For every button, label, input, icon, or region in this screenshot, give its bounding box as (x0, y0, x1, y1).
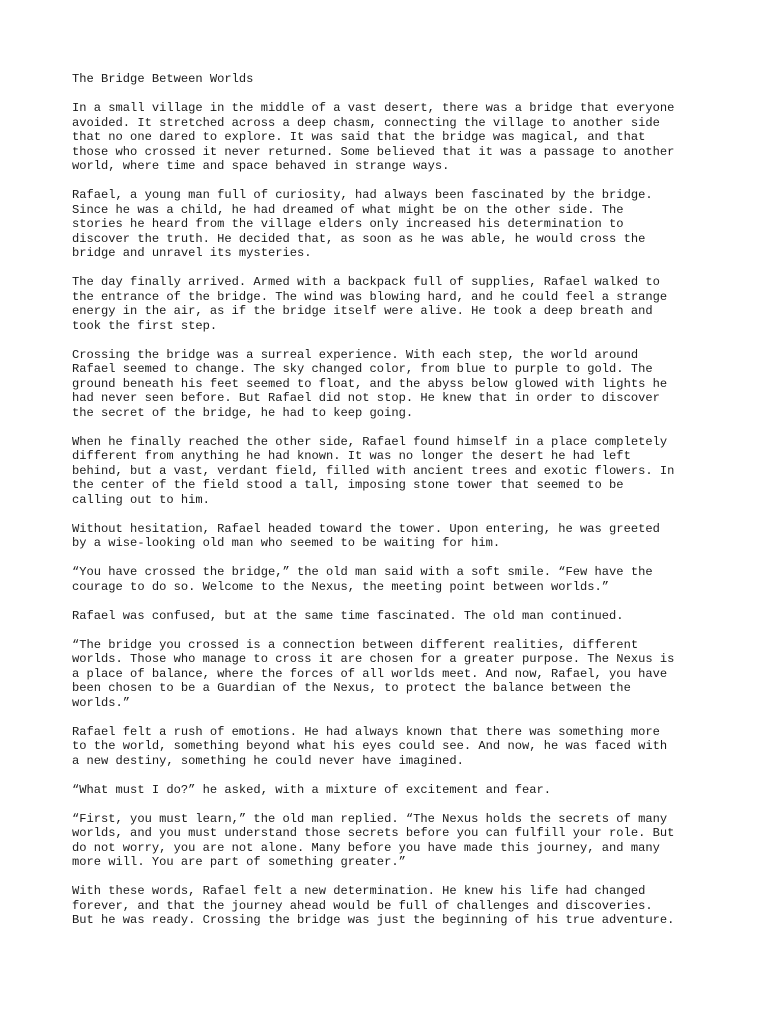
paragraph-12: “First, you must learn,” the old man replied. “The Nexus holds the secrets of many worlds, and you must understand those secrets before you can fulfill your role. But do not worry, you are not alone. Many before you have made this journey, and many more will. You are part of something greater.” (72, 811, 675, 869)
paragraph-10: Rafael felt a rush of emotions. He had always known that there was something more to the world, something beyond what his eyes could see. And now, he was faced with a new destiny, something he could never have imagined. (72, 724, 668, 768)
paragraph-7: “You have crossed the bridge,” the old man said with a soft smile. “Few have the courage to do so. Welcome to the Nexus, the meeting point between worlds.” (72, 565, 653, 594)
paragraph-9: “The bridge you crossed is a connection between different realities, different worlds. Those who manage to cross it are chosen for a greater purpose. The Nexus is a place of balance, where the forces of all worlds meet. And now, Rafael, you have been chosen to be a Guardian of the Nexus, to protect the balance between the worlds.” (72, 637, 675, 710)
paragraph-3: The day finally arrived. Armed with a backpack full of supplies, Rafael walked to the entrance of the bridge. The wind was blowing hard, and he could feel a strange energy in the air, as if the bridge itself were alive. He took a deep breath and took the first step. (72, 275, 668, 333)
document-page (72, 72, 712, 942)
paragraph-4: Crossing the bridge was a surreal experience. With each step, the world around Rafael seemed to change. The sky changed color, from blue to purple to gold. The ground beneath his feet seemed to float, and the abyss below glowed with lights he had never seen before. But Rafael did not stop. He knew that in order to discover the secret of the bridge, he had to keep going. (72, 347, 668, 420)
paragraph-1: In a small village in the middle of a vast desert, there was a bridge that everyone avoided. It stretched across a deep chasm, connecting the village to another side that no one dared to explore. It was said that the bridge was magical, and that those who crossed it never returned. Some believed that it was a passage to another world, where time and space behaved in strange ways. (72, 101, 675, 173)
paragraph-8: Rafael was confused, but at the same time fascinated. The old man continued. (72, 608, 624, 623)
paragraph-11: “What must I do?” he asked, with a mixture of excitement and fear. (72, 782, 551, 797)
paragraph-13: With these words, Rafael felt a new determination. He knew his life had changed forever, and that the journey ahead would be full of challenges and discoveries. But he was ready. Crossing the bridge was just the beginning of his true adventure. (72, 884, 675, 927)
paragraph-5: When he finally reached the other side, Rafael found himself in a place completely different from anything he had known. It was no longer the desert he had left behind, but a vast, verdant field, filled with ancient trees and exotic flowers. In the center of the field stood a tall, imposing stone tower that seemed to be calling out to him. (72, 434, 675, 507)
paragraph-6: Without hesitation, Rafael headed toward the tower. Upon entering, he was greeted by a wise-looking old man who seemed to be waiting for him. (72, 521, 660, 550)
document-title: The Bridge Between Worlds (72, 72, 254, 86)
paragraph-2: Rafael, a young man full of curiosity, had always been fascinated by the bridge. Since he was a child, he had dreamed of what might be on the other side. The stories he heard from the village elders only increased his determination to discover the truth. He decided that, as soon as he was able, he would cross the bridge and unravel its mysteries. (72, 188, 653, 260)
